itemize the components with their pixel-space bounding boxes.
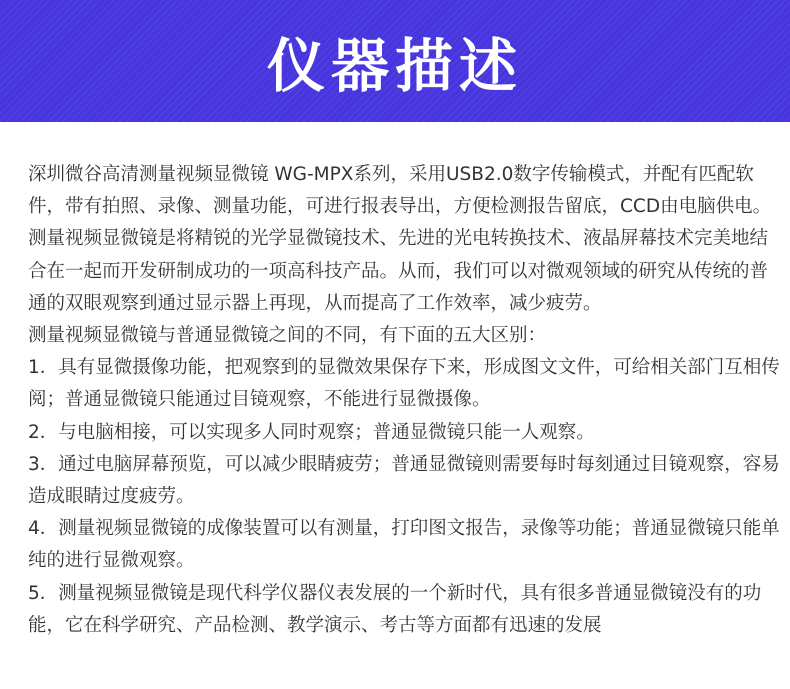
- paragraph-differences-heading: 测量视频显微镜与普通显微镜之间的不同，有下面的五大区别：: [28, 325, 547, 347]
- list-item-4: 4．测量视频显微镜的成像装置可以有测量，打印图文报告，录像等功能；普通显微镜只能单纯的进行显微观察。: [28, 518, 780, 572]
- description-body: [28, 159, 780, 642]
- paragraph-intro: 深圳微谷高清测量视频显微镜 WG-MPX系列，采用USB2.0数字传输模式，并配有匹配软件，带有拍照、录像、测量功能，可进行报表导出，方便检测报告留底，CCD由电脑供电。: [28, 164, 772, 218]
- list-item-5: 5．测量视频显微镜是现代科学仪器仪表发展的一个新时代，具有很多普通显微镜没有的功能，它在科学研究、产品检测、教学演示、考古等方面都有迅速的发展: [28, 582, 762, 636]
- list-item-2: 2．与电脑相接，可以实现多人同时观察；普通显微镜只能一人观察。: [28, 421, 595, 443]
- page-title: 仪器描述: [266, 32, 523, 100]
- list-item-3: 3．通过电脑屏幕预览，可以减少眼睛疲劳；普通显微镜则需要每时每刻通过目镜观察，容易造成眼睛过度疲劳。: [28, 453, 780, 508]
- paragraph-overview: 测量视频显微镜是将精锐的光学显微镜技术、先进的光电转换技术、液晶屏幕技术完美地结合在一起而开发研制成功的一项高科技产品。从而，我们可以对微观领域的研究从传统的普通的双眼观察到通过显示器上再现，从而提高了工作效率，减少疲劳。: [28, 228, 769, 314]
- list-item-1: 1．具有显微摄像功能，把观察到的显微效果保存下来，形成图文文件，可给相关部门互相传阅；普通显微镜只能通过目镜观察，不能进行显微摄像。: [28, 357, 780, 411]
- header-banner: [0, 0, 790, 122]
